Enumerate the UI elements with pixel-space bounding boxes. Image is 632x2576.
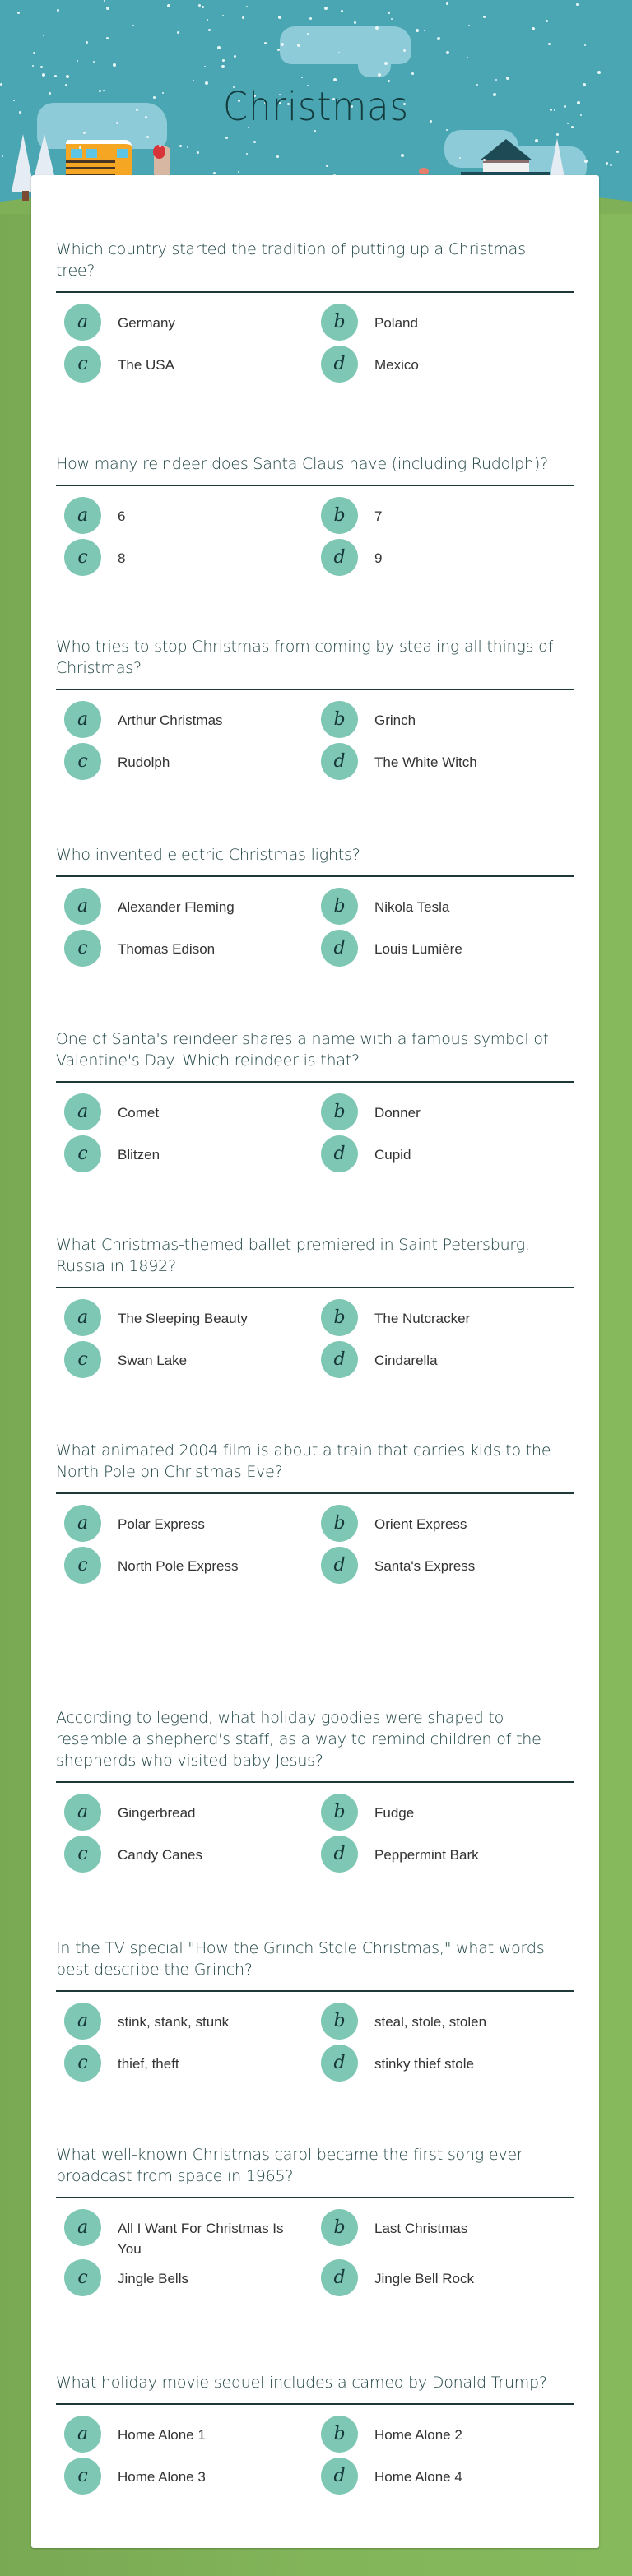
answer-option-c[interactable] <box>64 743 321 785</box>
answer-option-a[interactable] <box>64 2416 321 2458</box>
option-letter-badge-a[interactable]: a <box>64 1794 101 1831</box>
option-letter-badge-b[interactable]: b <box>321 497 358 534</box>
snowflake <box>584 44 586 46</box>
option-label: Fudge <box>374 1805 415 1821</box>
answer-option-d[interactable] <box>321 930 578 972</box>
answer-options <box>56 2209 574 2301</box>
question-text: According to legend, what holiday goodies were shaped to resemble a shepherd's staff, as a way to remind children of the shepherds who visited baby Jesus? <box>56 1709 541 1770</box>
snowflake <box>326 165 328 167</box>
answer-option-b[interactable] <box>321 888 578 930</box>
answer-option-a[interactable] <box>64 888 321 930</box>
bus-stripe <box>66 167 115 169</box>
option-label: Swan Lake <box>118 1353 188 1368</box>
question-text: What animated 2004 film is about a train that carries kids to the North Pole on Christmas Eve? <box>56 1441 551 1481</box>
bus-window <box>86 149 97 158</box>
option-letter-badge-c[interactable]: c <box>64 1836 101 1873</box>
answer-option-b[interactable] <box>321 1093 578 1135</box>
snowflake <box>19 111 21 114</box>
snowflake <box>375 26 379 30</box>
snowflake <box>159 145 161 147</box>
snowflake <box>113 63 116 67</box>
answer-option-a[interactable] <box>64 1093 321 1135</box>
option-label: stink, stank, stunk <box>118 2014 230 2030</box>
answer-option-d[interactable] <box>321 2458 578 2499</box>
option-letter-badge-c[interactable]: c <box>64 743 101 780</box>
snowflake <box>264 42 267 44</box>
snowflake <box>416 29 419 32</box>
option-label: Germany <box>118 315 175 331</box>
option-label: All I Want For Christmas Is You <box>118 2221 284 2257</box>
option-label: Cindarella <box>374 1353 438 1368</box>
question-divider <box>56 1287 574 1288</box>
snowflake <box>403 49 406 52</box>
snowflake <box>576 3 579 6</box>
snowflake <box>459 157 461 159</box>
question-block-6 <box>56 1234 574 1383</box>
option-letter-badge-b[interactable]: b <box>321 2416 358 2453</box>
snowflake <box>341 10 343 12</box>
question-block-3 <box>56 636 574 785</box>
snowflake <box>13 100 15 101</box>
snowflake <box>246 6 248 7</box>
snowflake <box>49 163 51 165</box>
snowflake <box>424 30 425 31</box>
option-label: North Pole Express <box>118 1558 239 1574</box>
option-letter-badge-d[interactable]: d <box>321 2458 358 2495</box>
question-text: Who invented electric Christmas lights? <box>56 846 360 864</box>
snowflake <box>167 4 170 7</box>
option-letter-badge-c[interactable]: c <box>64 1341 101 1378</box>
question-block-2 <box>56 453 574 581</box>
answer-options <box>56 1505 574 1589</box>
snowflake <box>106 37 109 39</box>
snowflake <box>179 145 182 147</box>
option-label: steal, stole, stolen <box>374 2014 487 2030</box>
answer-option-c[interactable] <box>64 1341 321 1383</box>
option-letter-badge-c[interactable]: c <box>64 930 101 967</box>
answer-option-d[interactable] <box>321 1547 578 1589</box>
snowflake <box>253 141 256 143</box>
snowflake <box>42 73 45 77</box>
option-letter-badge-a[interactable]: a <box>64 2209 101 2246</box>
option-label: The Sleeping Beauty <box>118 1311 248 1326</box>
option-label: 9 <box>374 550 383 566</box>
snowflake <box>104 0 105 2</box>
answer-options <box>56 2003 574 2086</box>
question-divider <box>56 875 574 877</box>
option-letter-badge-d[interactable]: d <box>321 539 358 576</box>
answer-option-c[interactable] <box>64 1135 321 1177</box>
answer-option-b[interactable] <box>321 497 578 539</box>
answer-option-b[interactable] <box>321 1794 578 1836</box>
answer-option-c[interactable] <box>64 2045 321 2086</box>
option-label: Nikola Tesla <box>374 899 450 915</box>
answer-option-d[interactable] <box>321 539 578 581</box>
option-label: Grinch <box>374 712 416 728</box>
snowflake <box>391 18 393 20</box>
snowflake <box>193 80 194 81</box>
question-text: What holiday movie sequel includes a cameo by Donald Trump? <box>56 2374 547 2392</box>
question-divider <box>56 291 574 293</box>
snowflake <box>333 78 337 81</box>
snowflake <box>277 49 280 51</box>
snowflake <box>468 25 470 26</box>
option-label: Home Alone 4 <box>374 2469 462 2485</box>
question-block-7 <box>56 1440 574 1589</box>
snowflake <box>506 77 509 80</box>
school-bus-icon <box>66 140 132 177</box>
option-letter-badge-d[interactable]: d <box>321 1836 358 1873</box>
bus-window <box>71 149 82 158</box>
option-letter-badge-c[interactable]: c <box>64 2259 101 2296</box>
question-block-8 <box>56 1707 574 1877</box>
question-divider <box>56 2197 574 2198</box>
snowflake <box>301 77 303 78</box>
question-block-5 <box>56 1028 574 1177</box>
option-label: Louis Lumière <box>374 941 462 957</box>
snowflake <box>324 7 328 10</box>
answer-option-d[interactable] <box>321 2259 578 2301</box>
answer-option-c[interactable] <box>64 2458 321 2499</box>
question-text: What Christmas-themed ballet premiered in Saint Petersburg, Russia in 1892? <box>56 1236 530 1275</box>
answer-option-c[interactable] <box>64 930 321 972</box>
question-text: What well-known Christmas carol became the first song ever broadcast from space in 1965? <box>56 2146 523 2185</box>
snowflake <box>197 151 199 154</box>
house-roof-icon <box>480 139 532 160</box>
option-label: Polar Express <box>118 1516 205 1532</box>
option-letter-badge-a[interactable]: a <box>64 888 101 925</box>
question-divider <box>56 1781 574 1783</box>
answer-option-d[interactable] <box>321 743 578 785</box>
answer-option-b[interactable] <box>321 701 578 743</box>
option-letter-badge-d[interactable]: d <box>321 930 358 967</box>
option-letter-badge-d[interactable]: d <box>321 2259 358 2296</box>
answer-options <box>56 888 574 972</box>
snowflake <box>548 43 551 45</box>
answer-options <box>56 701 574 785</box>
answer-option-b[interactable] <box>321 304 578 346</box>
question-block-10 <box>56 2144 574 2301</box>
answer-options <box>56 2416 574 2499</box>
snowflake <box>584 160 588 163</box>
snowflake <box>242 16 244 19</box>
snowflake <box>278 16 281 19</box>
question-block-9 <box>56 1938 574 2086</box>
option-letter-badge-b[interactable]: b <box>321 2209 358 2246</box>
option-label: Thomas Edison <box>118 941 216 957</box>
snowflake <box>43 35 44 36</box>
option-label: Blitzen <box>118 1147 160 1163</box>
tree-trunk <box>22 191 29 201</box>
snowflake <box>66 75 69 78</box>
answer-option-d[interactable] <box>321 1341 578 1383</box>
option-letter-badge-a[interactable]: a <box>64 1505 101 1542</box>
snowflake <box>86 41 88 44</box>
snowflake <box>132 25 134 26</box>
snowflake <box>314 130 316 132</box>
snowflake <box>281 43 284 46</box>
option-letter-badge-b[interactable]: b <box>321 1299 358 1336</box>
answer-option-a[interactable] <box>64 1794 321 1836</box>
snowflake <box>222 59 225 62</box>
snowflake <box>217 46 221 49</box>
snowflake <box>77 60 78 62</box>
option-label: Rudolph <box>118 754 170 770</box>
option-letter-badge-d[interactable]: d <box>321 743 358 780</box>
option-letter-badge-a[interactable]: a <box>64 2003 101 2040</box>
snowflake <box>17 12 20 14</box>
answer-option-d[interactable] <box>321 1135 578 1177</box>
snowflake <box>246 153 248 155</box>
question-divider <box>56 2403 574 2405</box>
snowflake <box>338 52 340 53</box>
snowflake <box>388 80 390 82</box>
snowflake <box>106 7 109 10</box>
snowflake <box>222 15 224 16</box>
snowflake <box>597 71 601 74</box>
option-letter-badge-b[interactable]: b <box>321 1093 358 1130</box>
snowflake <box>187 146 188 148</box>
snowflake <box>616 151 619 153</box>
page-title: Christmas <box>223 84 409 130</box>
option-letter-badge-b[interactable]: b <box>321 1794 358 1831</box>
option-label: Arthur Christmas <box>118 712 223 728</box>
answer-option-b[interactable] <box>321 1505 578 1547</box>
snowflake <box>606 162 608 165</box>
option-letter-badge-c[interactable]: c <box>64 1547 101 1584</box>
answer-options <box>56 1794 574 1877</box>
answer-option-c[interactable] <box>64 346 321 388</box>
option-letter-badge-d[interactable]: d <box>321 346 358 383</box>
answer-option-a[interactable] <box>64 1505 321 1547</box>
option-label: Santa's Express <box>374 1558 476 1574</box>
snowflake <box>0 83 2 86</box>
snowflake <box>208 29 211 31</box>
snowflake <box>225 137 228 139</box>
snowflake <box>446 51 449 54</box>
snowflake <box>276 155 279 158</box>
answer-option-a[interactable] <box>64 2209 321 2259</box>
snowflake <box>238 171 239 173</box>
snowflake <box>467 57 468 58</box>
snowflake <box>198 4 201 7</box>
answer-option-b[interactable] <box>321 2003 578 2045</box>
snowflake <box>354 21 356 24</box>
option-label: Candy Canes <box>118 1847 203 1863</box>
answer-option-c[interactable] <box>64 539 321 581</box>
option-label: Gingerbread <box>118 1805 196 1821</box>
answer-options <box>56 304 574 388</box>
snowflake <box>556 133 559 136</box>
snowflake <box>446 2 448 5</box>
answer-option-a[interactable] <box>64 304 321 346</box>
snowflake <box>234 55 236 58</box>
snowflake <box>2 155 3 157</box>
option-label: Donner <box>374 1105 421 1121</box>
snowy-tree-icon <box>550 138 565 178</box>
option-label: Jingle Bells <box>118 2271 188 2286</box>
snowflake <box>54 75 57 77</box>
option-letter-badge-d[interactable]: d <box>321 1135 358 1172</box>
option-label: Poland <box>374 315 418 331</box>
option-label: Mexico <box>374 357 419 373</box>
snowflake <box>546 20 548 22</box>
snowflake <box>532 27 535 30</box>
question-divider <box>56 1492 574 1494</box>
answer-option-b[interactable] <box>321 1299 578 1341</box>
question-text: How many reindeer does Santa Claus have (including Rudolph)? <box>56 455 548 473</box>
snowflake <box>610 164 612 166</box>
answer-option-d[interactable] <box>321 1836 578 1877</box>
snowflake <box>483 159 486 161</box>
option-letter-badge-a[interactable]: a <box>64 497 101 534</box>
bus-window <box>117 149 128 158</box>
option-label: The White Witch <box>374 754 477 770</box>
snowflake <box>437 37 440 40</box>
option-label: 8 <box>118 550 126 566</box>
snowflake <box>297 44 300 47</box>
snowflake <box>378 73 381 77</box>
option-label: Comet <box>118 1105 160 1121</box>
snowflake <box>40 66 43 68</box>
snowflake <box>495 79 497 81</box>
snowflake <box>146 136 149 138</box>
option-label: Alexander Fleming <box>118 899 235 915</box>
question-block-1 <box>56 239 574 388</box>
snowflake <box>307 33 309 35</box>
snowflake <box>83 132 86 134</box>
snowflake <box>401 154 404 157</box>
option-letter-badge-a[interactable]: a <box>64 2416 101 2453</box>
option-letter-badge-d[interactable]: d <box>321 1341 358 1378</box>
answer-option-a[interactable] <box>64 701 321 743</box>
snowflake <box>79 146 81 149</box>
snowflake <box>207 19 208 21</box>
question-divider <box>56 485 574 486</box>
answer-options <box>56 1093 574 1177</box>
snowflake <box>221 65 225 68</box>
option-label: Home Alone 1 <box>118 2427 206 2443</box>
snowflake <box>177 31 179 34</box>
answer-option-a[interactable] <box>64 2003 321 2045</box>
question-divider <box>56 1990 574 1992</box>
snowflake <box>535 139 538 142</box>
option-letter-badge-b[interactable]: b <box>321 888 358 925</box>
option-label: thief, theft <box>118 2056 179 2072</box>
answer-options <box>56 1299 574 1383</box>
question-text: Who tries to stop Christmas from coming by stealing all things of Christmas? <box>56 638 554 677</box>
answer-option-d[interactable] <box>321 2045 578 2086</box>
answer-options <box>56 497 574 581</box>
snowflake <box>483 16 486 18</box>
question-text: One of Santa's reindeer shares a name with a famous symbol of Valentine's Day. Which reindeer is that? <box>56 1030 549 1070</box>
snowflake <box>32 65 34 67</box>
option-label: 7 <box>374 508 383 524</box>
snowflake <box>213 172 216 174</box>
option-letter-badge-c[interactable]: c <box>64 346 101 383</box>
option-label: Cupid <box>374 1147 411 1163</box>
option-letter-badge-a[interactable]: a <box>64 1299 101 1336</box>
option-letter-badge-a[interactable]: a <box>64 701 101 738</box>
question-block-4 <box>56 844 574 972</box>
option-label: Peppermint Bark <box>374 1847 479 1863</box>
option-letter-badge-b[interactable]: b <box>321 1505 358 1542</box>
snowy-tree-icon <box>35 134 54 175</box>
question-block-11 <box>56 2372 574 2499</box>
question-text: Which country started the tradition of putting up a Christmas tree? <box>56 240 526 280</box>
answer-option-a[interactable] <box>64 1299 321 1341</box>
snowflake <box>411 72 414 75</box>
bus-stripe <box>66 160 115 163</box>
option-label: Orient Express <box>374 1516 467 1532</box>
option-letter-badge-d[interactable]: d <box>321 2045 358 2082</box>
option-label: stinky thief stole <box>374 2056 474 2072</box>
answer-option-d[interactable] <box>321 346 578 388</box>
option-letter-badge-c[interactable]: c <box>64 2458 101 2495</box>
answer-option-a[interactable] <box>64 497 321 539</box>
option-label: Last Christmas <box>374 2221 468 2236</box>
option-letter-badge-b[interactable]: b <box>321 701 358 738</box>
question-divider <box>56 1081 574 1083</box>
option-letter-badge-c[interactable]: c <box>64 539 101 576</box>
quiz-card <box>31 175 599 2548</box>
snowflake <box>309 17 312 20</box>
option-label: Home Alone 3 <box>118 2469 206 2485</box>
snowflake <box>93 61 95 63</box>
snowflake <box>202 6 204 8</box>
answer-option-c[interactable] <box>64 2259 321 2301</box>
snowflake <box>384 62 388 65</box>
option-letter-badge-b[interactable]: b <box>321 2003 358 2040</box>
option-label: Home Alone 2 <box>374 2427 462 2443</box>
snowflake <box>57 9 59 12</box>
answer-option-b[interactable] <box>321 2209 578 2259</box>
option-label: The USA <box>118 357 174 373</box>
option-label: 6 <box>118 508 126 524</box>
question-text: In the TV special "How the Grinch Stole Christmas," what words best describe the Grinch? <box>56 1939 545 1979</box>
option-letter-badge-a[interactable]: a <box>64 1093 101 1130</box>
bird-icon <box>419 168 429 174</box>
option-letter-badge-c[interactable]: c <box>64 1135 101 1172</box>
question-divider <box>56 689 574 690</box>
option-label: The Nutcracker <box>374 1311 471 1326</box>
option-letter-badge-d[interactable]: d <box>321 1547 358 1584</box>
snowflake <box>33 52 35 54</box>
option-letter-badge-b[interactable]: b <box>321 304 358 341</box>
snowflake <box>388 12 390 14</box>
option-label: Jingle Bell Rock <box>374 2271 474 2286</box>
answer-option-c[interactable] <box>64 1547 321 1589</box>
answer-option-b[interactable] <box>321 2416 578 2458</box>
answer-option-c[interactable] <box>64 1836 321 1877</box>
option-letter-badge-c[interactable]: c <box>64 2045 101 2082</box>
option-letter-badge-a[interactable]: a <box>64 304 101 341</box>
snowflake <box>204 66 206 67</box>
